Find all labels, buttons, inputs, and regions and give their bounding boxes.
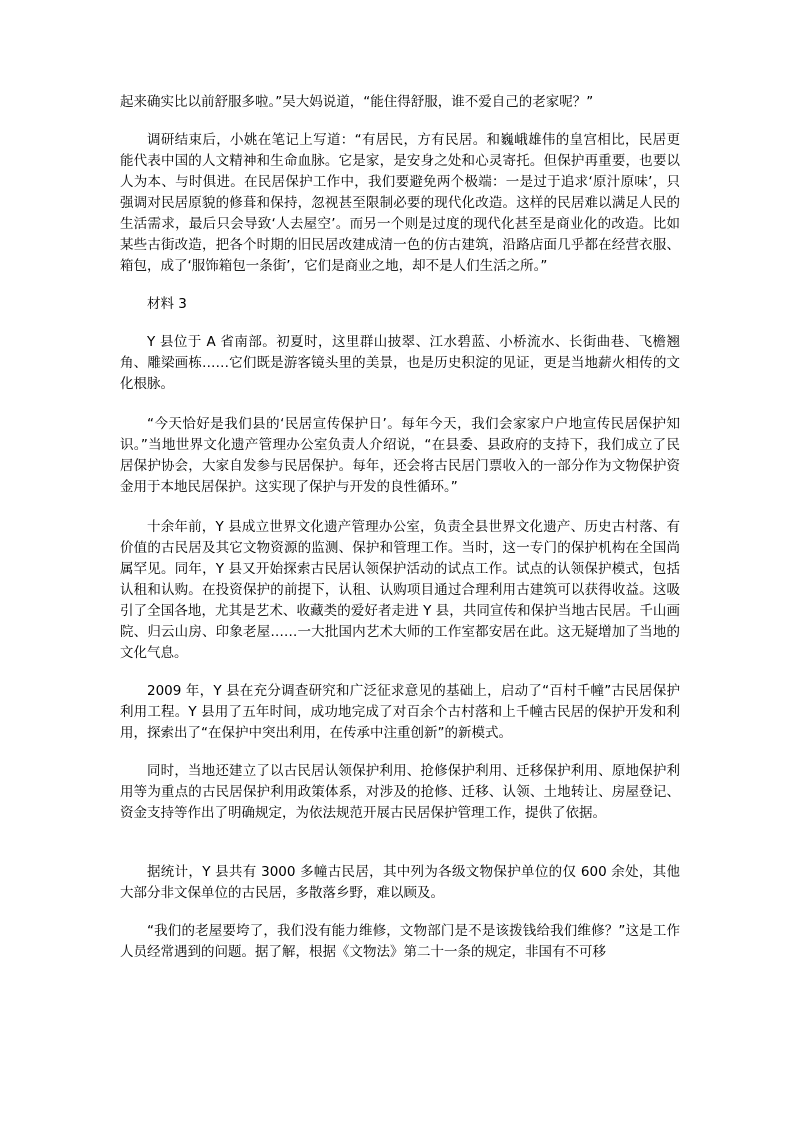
- paragraph-statistics: 据统计，Y 县共有 3000 多幢古民居，其中列为各级文物保护单位的仅 600 余处，其他大部分非文保单位的古民居，多散落乡野，难以顾及。: [120, 864, 680, 901]
- paragraph-county-intro: Y 县位于 A 省南部。初夏时，这里群山披翠、江水碧蓝、小桥流水、长街曲巷、飞檐翘角、雕梁画栋……它们既是游客镜头里的美景，也是历史积淀的见证，更是当地薪火相传的文化根脉。: [120, 334, 680, 392]
- paragraph-protection-day: “今天恰好是我们县的‘民居宣传保护日’。每年今天，我们会家家户户地宣传民居保护知识。”当地世界文化遗产管理办公室负责人介绍说，“在县委、县政府的支持下，我们成立了民居保护协会，大家自发参与民居保护。每年，还会将古民居门票收入的一部分作为文物保护资金用于本地民居保护。这实现了保护与开发的良性循环。”: [120, 416, 680, 495]
- paragraph-continuation: 起来确实比以前舒服多啦。”吴大妈说道，“能住得舒服，谁不爱自己的老家呢？”: [120, 94, 594, 110]
- section-heading: 材料 3: [147, 296, 187, 312]
- paragraph-repair-question: “我们的老屋要垮了，我们没有能力维修，文物部门是不是该拨钱给我们维修？”这是工作人员经常遇到的问题。据了解，根据《文物法》第二十一条的规定，非国有不可移: [120, 923, 680, 960]
- paragraph-policy-system: 同时，当地还建立了以古民居认领保护利用、抢修保护利用、迁移保护利用、原地保护利用等为重点的古民居保护利用政策体系，对涉及的抢修、迁移、认领、土地转让、房屋登记、资金支持等作出了明确规定，为依法规范开展古民居保护管理工作，提供了依据。: [120, 763, 680, 821]
- paragraph-project-2009: 2009 年，Y 县在充分调查研究和广泛征求意见的基础上，启动了“百村千幢”古民居保护利用工程。Y 县用了五年时间，成功地完成了对百余个古村落和上千幢古民居的保护开发和利用，探索出了“在保护中突出利用，在传承中注重创新”的新模式。: [120, 683, 680, 741]
- paragraph-heritage-office: 十余年前，Y 县成立世界文化遗产管理办公室，负责全县世界文化遗产、历史古村落、有价值的古民居及其它文物资源的监测、保护和管理工作。当时，这一专门的保护机构在全国尚属罕见。同年，Y 县又开始探索古民居认领保护活动的试点工作。试点的认领保护模式，包括认租和认购。在投资保护的前提下，认租、认购项目通过合理利用古建筑可以获得收益。这吸引了全国各地，尤其是艺术、收藏类的爱好者走进 Y 县，共同宣传和保护当地古民居。千山画院、归云山房、印象老屋……一大批国内艺术大师的工作室都安居在此。这无疑增加了当地的文化气息。: [120, 519, 680, 661]
- document-page: [120, 92, 680, 963]
- paragraph-research-notes: 调研结束后，小姚在笔记上写道：“有居民，方有民居。和巍峨雄伟的皇宫相比，民居更能代表中国的人文精神和生命血脉。它是家，是安身之处和心灵寄托。但保护再重要，也要以人为本、与时俱进。在民居保护工作中，我们要避免两个极端：一是过于追求‘原汁原味’，只强调对民居原貌的修葺和保持，忽视甚至限制必要的现代化改造。这样的民居难以满足人民的生活需求，最后只会导致‘人去屋空’。而另一个则是过度的现代化甚至是商业化的改造。比如某些古街改造，把各个时期的旧民居改建成清一色的仿古建筑，沿路店面几乎都在经营衣服、箱包，成了‘服饰箱包一条街’，它们是商业之地，却不是人们生活之所。”: [120, 132, 680, 274]
